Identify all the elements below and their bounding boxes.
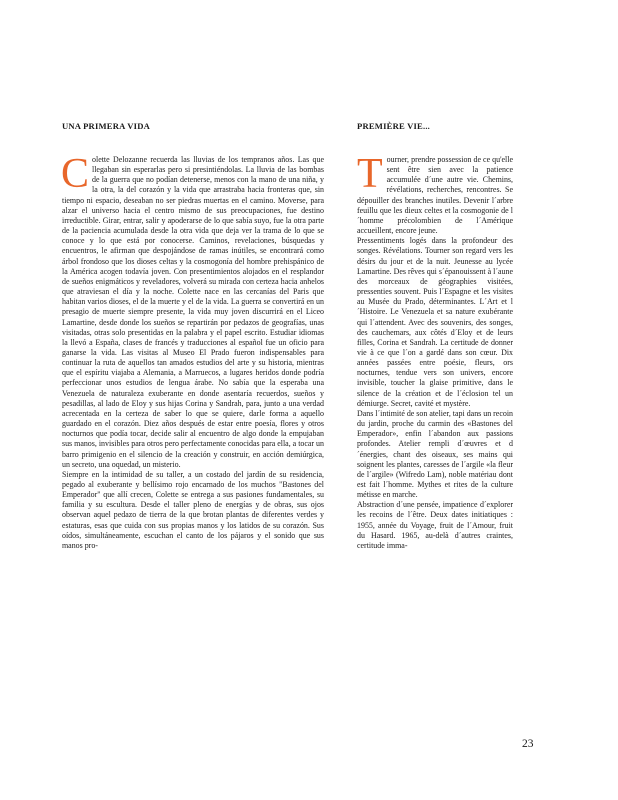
french-dropcap: T [357, 151, 383, 197]
french-column [357, 121, 513, 551]
spanish-paragraph-2: Siempre en la intimidad de su taller, a un costado del jardín de su residencia, pegado al exuberante y bellísimo rojo encarnado de los muchos "Bastones del Emperador" que allí crecen, Colette se entrega a sus pasiones fundamentales, su familia y su escultura. Desde el taller pleno de energías y de obras, sus ojos observan aquel pedazo de tierra de la que brotan plantas de diferentes verdes y estaturas, esas que cuida con sus propias manos y los latidos de su corazón. Sus oídos, simultáneamente, escuchan el canto de los pájaros y el sonido que sus manos pro- [62, 469, 324, 550]
french-paragraph-1 [357, 151, 513, 236]
french-body [357, 151, 513, 551]
spanish-heading: UNA PRIMERA VIDA [62, 121, 151, 131]
french-paragraph-2: Pressentiments logés dans la profondeur des songes. Révélations. Tourner son regard vers les désirs du jour et de la nuit. Jeunesse au lycée Lamartine. Des rêves qui s´épanouissent à l´aune des morceaux de géographies visitées, pressenties souvent. Puis l´Espagne et les visites au Musée du Prado, déterminantes. L´Art et l´Histoire. Le Venezuela et sa nature exubérante qui l´attendent. Avec des souvenirs, des songes, des cauchemars, aux côtés d´Eloy et de leurs filles, Corina et Sandrah. La certitude de donner vie à ce que l´on a gardé dans son cœur. Dix années passées entre poésie, fleurs, ors nocturnes, tendue vers son univers, encore invisible, toucher la glaise primitive, dans le silence de la création et de l´éclosion tel un démiurge. Secret, cavité et mystère. [357, 236, 513, 408]
french-heading: PREMIÈRE VIE... [357, 121, 431, 131]
french-paragraph-4: Abstraction d´une pensée, impatience d´explorer les recoins de l´être. Deux dates initiatiques : 1955, année du Voyage, fruit de l´Amour, fruit du Hasard. 1965, au-delà d´autres craintes, certitude imma- [357, 500, 513, 550]
page-number: 23 [522, 738, 534, 750]
spanish-paragraph-1 [61, 151, 324, 470]
spanish-column [62, 121, 324, 551]
spanish-body [61, 151, 324, 551]
french-paragraph-3: Dans l´intimité de son atelier, tapi dans un recoin du jardin, proche du carmin des «Bastones del Emperador», enfin l´abandon aux passions profondes. Atelier rempli d´œuvres et d´énergies, chant des oiseaux, ses mains qui soignent les plantes, caresses de l´argile «la fleur de l´argile» (Wifredo Lam), noble matériau dont est fait l´homme. Mythes et rites de la culture métisse en marche. [357, 408, 513, 500]
french-paragraph-1-text: ourner, prendre possession de ce qu'elle sent être sien avec la patience accumulée d´une autre vie. Chemins, révélations, recherches, rencontres. Se dépouiller des branches inutiles. Devenir l´arbre feuillu que les dieux celtes et la cosmogonie de l´homme précolombien de l´Amérique accueillent, encore jeune. [357, 155, 513, 236]
spanish-paragraph-1-text: olette Delozanne recuerda las lluvias de los tempranos años. Las que llegaban sin esperarlas pero si presintiéndolas. La lluvia de las bombas de la guerra que no podían detenerse, menos con la mano de una niña, y la otra, la del corazón y la vida que arrastraba hacia fronteras que, sin tiempo ni espacio, deseaban no ser piedras muertas en el camino. Moverse, para alzar el universo hacia el centro mismo de sus preocupaciones, fue destino irreductible. Girar, entrar, salir y apoderarse de lo que sabía suyo, fue la otra parte de la paciencia acumulada desde la otra vida que deja ver la trama de lo que se conoce y lo que está por conocerse. Caminos, revelaciones, búsquedas y encuentros, le afirman que despojándose de ramas inútiles, se encontrará como árbol frondoso que los dioses celtas y la cosmogonía del hombre prehispánico de la América acogen todavía joven. Con presentimientos alojados en el resplandor de sueños enigmáticos y reveladores, volverá su mirada con certeza hacia anhelos que atraviesan el día y la noche. Colette nace en las cercanías del Paris que habitan varios dioses, el de la muerte y el de la vida. La guerra se convertirá en un presagio de muerte siempre presente, la vida muy joven discurrirá en el Liceo Lamartine, desde donde los sueños se repartirán por pedazos de geografías, unas visitadas, otras solo presentidas en la palabra y el papel escrito. Estudiar idiomas la llevó a España, clases de francés y traducciones al español fue un oficio para ganarse la vida. Las visitas al Museo El Prado fueron indispensables para continuar la ruta de aquellos tan amados estudios del arte y su historia, mientras que el espíritu viajaba a Alemania, a Marruecos, a lugares heridos donde podría perfeccionar unos estudios de lengua árabe. No sabía que la esperaba una Venezuela de naturaleza exuberante en donde asentaría recuerdos, sueños y pesadillas, al lado de Eloy y sus hijas Corina y Sandrah, para, junto a una verdad acrecentada en la certeza de saber lo que se quiere, darle forma a aquello guardado en el corazón. Diez años después de estar entre poesía, flores y otros nocturnos que podía tocar, decide salir al encuentro de algo donde la empujaban sus manos, invisibles para otros pero perfectamente conocidas para ella, a tocar un barro primigenio en el silencio de la creación y construir, en acción demiúrgica, un secreto, una oquedad, un misterio. [62, 155, 324, 469]
spanish-dropcap: C [61, 151, 90, 197]
